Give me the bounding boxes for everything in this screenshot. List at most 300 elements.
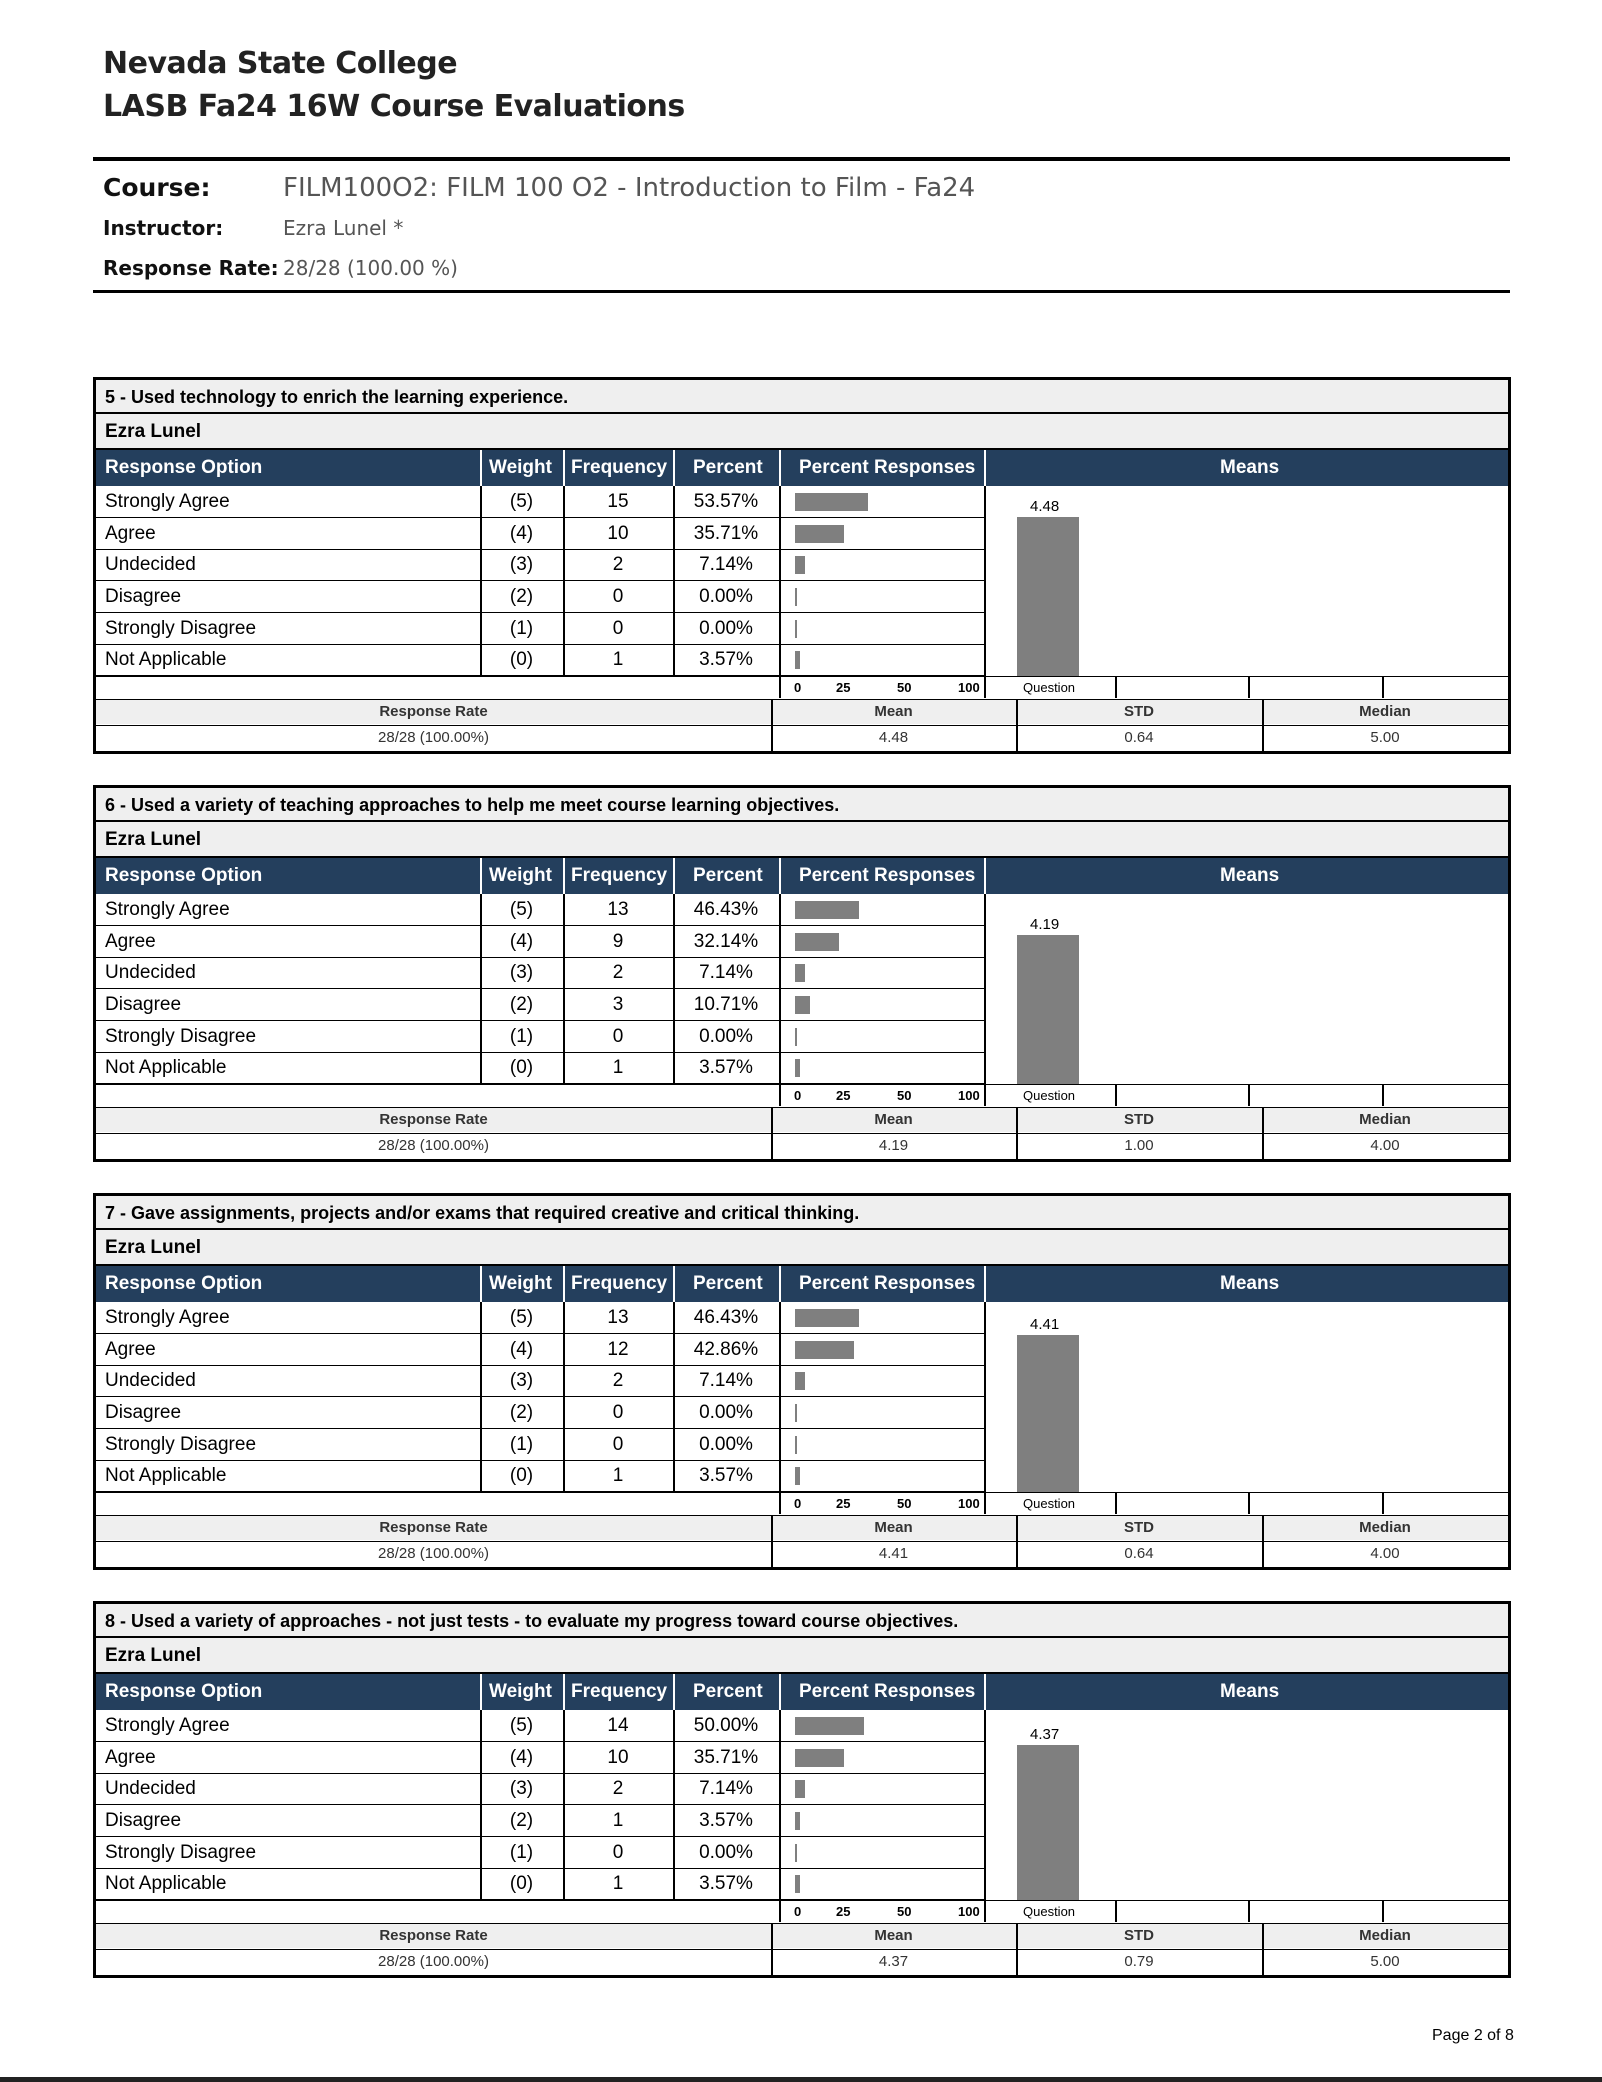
grid-line	[1115, 1085, 1117, 1106]
summary-median-header: Median	[1359, 1927, 1411, 1944]
response-option: Strongly Disagree	[105, 618, 257, 639]
response-percent: 0.00%	[699, 618, 753, 639]
header-divider	[779, 858, 781, 894]
bottom-rule	[0, 2077, 1602, 2082]
header-divider	[563, 450, 565, 486]
response-frequency: 0	[612, 1434, 624, 1455]
grid-line	[1382, 677, 1384, 698]
grid-line	[480, 894, 482, 1084]
response-row	[96, 518, 984, 550]
response-percent: 7.14%	[699, 962, 753, 983]
summary-response-rate-header: Response Rate	[379, 1927, 488, 1944]
question-instructor: Ezra Lunel	[96, 822, 1508, 858]
axis-tick-label: 100	[958, 1088, 980, 1103]
grid-line	[1262, 1516, 1264, 1567]
response-weight: (2)	[509, 586, 534, 607]
header-divider	[984, 1266, 986, 1302]
summary-median-header: Median	[1359, 1111, 1411, 1128]
grid-line	[984, 1901, 986, 1922]
response-percent: 35.71%	[693, 1747, 759, 1768]
col-frequency-header: Frequency	[571, 457, 668, 478]
grid-line	[563, 486, 565, 676]
grid-line	[984, 486, 986, 676]
axis-tick-label: 50	[897, 680, 912, 695]
response-row	[96, 644, 984, 676]
response-frequency: 0	[612, 586, 624, 607]
grid-line	[984, 1302, 986, 1492]
col-means-header: Means	[1220, 457, 1280, 478]
grid-line	[771, 1516, 773, 1567]
instructor-label: Instructor:	[103, 216, 224, 240]
response-row	[96, 581, 984, 613]
summary-mean-header: Mean	[874, 1519, 913, 1536]
summary-std: 0.79	[1124, 1953, 1154, 1970]
grid-line	[984, 1710, 986, 1900]
response-option: Disagree	[105, 586, 182, 607]
grid-line	[1016, 1924, 1018, 1975]
summary-header-row	[96, 700, 1508, 724]
grid-line	[480, 1302, 482, 1492]
response-option: Not Applicable	[105, 1057, 227, 1078]
grid-line	[1016, 1108, 1018, 1159]
response-weight: (4)	[509, 931, 534, 952]
summary-mean-header: Mean	[874, 1111, 913, 1128]
question-block	[93, 1193, 1511, 1570]
response-frequency: 14	[607, 1715, 629, 1736]
summary-std: 0.64	[1124, 1545, 1154, 1562]
table-header-row	[96, 1266, 1508, 1302]
response-option: Undecided	[105, 1370, 196, 1391]
grid-line	[563, 894, 565, 1084]
question-instructor: Ezra Lunel	[96, 414, 1508, 450]
response-weight: (0)	[509, 1057, 534, 1078]
response-weight: (1)	[509, 1842, 534, 1863]
header-divider	[984, 1674, 986, 1710]
summary-std-header: STD	[1124, 1111, 1154, 1128]
summary-median: 5.00	[1370, 729, 1400, 746]
response-rows	[96, 486, 1508, 676]
response-option: Strongly Agree	[105, 1715, 230, 1736]
response-percent: 0.00%	[699, 586, 753, 607]
response-weight: (4)	[509, 523, 534, 544]
percent-response-bar	[795, 1780, 805, 1798]
summary-median-header: Median	[1359, 703, 1411, 720]
means-axis-label: Question	[1023, 680, 1076, 695]
header-divider	[480, 1674, 482, 1710]
header-divider	[563, 1674, 565, 1710]
header-divider	[673, 1266, 675, 1302]
grid-line	[779, 1302, 781, 1492]
response-weight: (3)	[509, 1778, 534, 1799]
response-option: Not Applicable	[105, 1465, 227, 1486]
col-percent-responses-header: Percent Responses	[799, 457, 976, 478]
col-percent-responses-header: Percent Responses	[799, 865, 976, 886]
percent-response-bar	[795, 1436, 797, 1454]
response-weight: (0)	[509, 1465, 534, 1486]
col-response-option-header: Response Option	[105, 865, 263, 886]
response-frequency: 0	[612, 1402, 624, 1423]
axis-tick-label: 25	[836, 1088, 851, 1103]
response-rows	[96, 1710, 1508, 1900]
instructor-value: Ezra Lunel *	[283, 216, 404, 240]
response-percent: 7.14%	[699, 1778, 753, 1799]
response-row	[96, 613, 984, 645]
axis-tick-label: 0	[794, 1088, 802, 1103]
response-option: Undecided	[105, 962, 196, 983]
mean-bar-label: 4.19	[1030, 916, 1060, 934]
response-row	[96, 1773, 984, 1805]
grid-line	[779, 894, 781, 1084]
response-weight: (3)	[509, 554, 534, 575]
report-header	[103, 42, 685, 128]
table-header-row	[96, 450, 1508, 486]
response-option: Disagree	[105, 994, 182, 1015]
col-weight-header: Weight	[489, 457, 552, 478]
col-means-header: Means	[1220, 865, 1280, 886]
response-percent: 7.14%	[699, 554, 753, 575]
question-instructor: Ezra Lunel	[96, 1230, 1508, 1266]
summary-std: 0.64	[1124, 729, 1154, 746]
course-info-block	[93, 157, 1510, 293]
response-weight: (5)	[509, 1715, 534, 1736]
response-row	[96, 1837, 984, 1869]
grid-line	[1382, 1085, 1384, 1106]
response-row	[96, 1052, 984, 1084]
summary-std-header: STD	[1124, 1519, 1154, 1536]
mean-bar-label: 4.48	[1030, 497, 1060, 515]
grid-line	[1115, 677, 1117, 698]
grid-line	[779, 1710, 781, 1900]
response-weight: (5)	[509, 1307, 534, 1328]
response-row	[96, 926, 984, 958]
axis-tick-label: 100	[958, 1496, 980, 1511]
question-block	[93, 1601, 1511, 1978]
response-weight: (2)	[509, 1402, 534, 1423]
response-weight: (2)	[509, 994, 534, 1015]
summary-values-row	[96, 1949, 1508, 1973]
axis-tick-label: 25	[836, 680, 851, 695]
response-percent: 0.00%	[699, 1026, 753, 1047]
col-percent-header: Percent	[693, 457, 763, 478]
grid-line	[779, 486, 781, 676]
response-option: Strongly Agree	[105, 491, 230, 512]
summary-values-row	[96, 725, 1508, 749]
col-response-option-header: Response Option	[105, 1681, 263, 1702]
response-weight: (5)	[509, 491, 534, 512]
grid-line	[563, 1302, 565, 1492]
grid-line	[673, 486, 675, 676]
response-percent: 32.14%	[693, 931, 759, 952]
means-axis-label: Question	[1023, 1904, 1076, 1919]
response-frequency: 2	[612, 962, 624, 983]
percent-response-bar	[795, 964, 805, 982]
header-divider	[563, 858, 565, 894]
col-percent-responses-header: Percent Responses	[799, 1681, 976, 1702]
percent-response-bar	[795, 933, 839, 951]
response-frequency: 2	[612, 554, 624, 575]
mean-bar	[1017, 1335, 1079, 1492]
response-row	[96, 1429, 984, 1461]
grid-line	[673, 1302, 675, 1492]
response-option: Disagree	[105, 1402, 182, 1423]
response-percent: 42.86%	[693, 1339, 759, 1360]
response-percent: 0.00%	[699, 1434, 753, 1455]
response-option: Undecided	[105, 554, 196, 575]
header-divider	[673, 1674, 675, 1710]
summary-mean-header: Mean	[874, 703, 913, 720]
grid-line	[771, 1108, 773, 1159]
response-rate-row	[103, 256, 458, 280]
summary-std: 1.00	[1124, 1137, 1154, 1154]
summary-mean: 4.48	[878, 729, 909, 746]
question-title: 8 - Used a variety of approaches - not just tests - to evaluate my progress toward course objectives.	[96, 1604, 1508, 1638]
percent-response-bar	[795, 620, 797, 638]
col-percent-responses-header: Percent Responses	[799, 1273, 976, 1294]
question-title: 6 - Used a variety of teaching approaches to help me meet course learning objectives.	[96, 788, 1508, 822]
header-divider	[984, 858, 986, 894]
response-percent: 10.71%	[693, 994, 759, 1015]
grid-line	[984, 1085, 986, 1106]
course-label: Course:	[103, 173, 211, 202]
response-row	[96, 1021, 984, 1053]
report-title: LASB Fa24 16W Course Evaluations	[103, 89, 685, 124]
col-response-option-header: Response Option	[105, 1273, 263, 1294]
header-divider	[480, 450, 482, 486]
axis-tick-label: 25	[836, 1904, 851, 1919]
response-row	[96, 957, 984, 989]
percent-response-bar	[795, 651, 800, 669]
response-frequency: 13	[607, 1307, 629, 1328]
response-option: Not Applicable	[105, 1873, 227, 1894]
question-block	[93, 377, 1511, 754]
response-row	[96, 1397, 984, 1429]
header-divider	[779, 1674, 781, 1710]
response-row	[96, 1460, 984, 1492]
response-weight: (2)	[509, 1810, 534, 1831]
institution-name: Nevada State College	[103, 46, 458, 81]
header-divider	[673, 858, 675, 894]
grid-line	[1016, 1516, 1018, 1567]
summary-median: 5.00	[1370, 1953, 1400, 1970]
summary-values-row	[96, 1541, 1508, 1565]
mean-bar-label: 4.37	[1030, 1725, 1060, 1743]
header-divider	[673, 450, 675, 486]
summary-header-row	[96, 1516, 1508, 1540]
response-percent: 0.00%	[699, 1402, 753, 1423]
col-percent-header: Percent	[693, 1273, 763, 1294]
percent-response-bar	[795, 1875, 800, 1893]
response-weight: (5)	[509, 899, 534, 920]
grid-line	[563, 1710, 565, 1900]
summary-response-rate: 28/28 (100.00%)	[378, 729, 489, 746]
col-response-option-header: Response Option	[105, 457, 263, 478]
response-frequency: 1	[612, 649, 624, 670]
response-frequency: 1	[612, 1873, 624, 1894]
axis-tick-label: 0	[794, 1496, 802, 1511]
response-weight: (3)	[509, 1370, 534, 1391]
percent-response-bar	[795, 588, 797, 606]
percent-response-bar	[795, 901, 859, 919]
response-percent: 35.71%	[693, 523, 759, 544]
mean-bar	[1017, 517, 1079, 676]
response-percent: 46.43%	[693, 1307, 759, 1328]
response-frequency: 9	[612, 931, 624, 952]
axis-row	[96, 1900, 1508, 1924]
summary-mean-header: Mean	[874, 1927, 913, 1944]
grid-line	[779, 1901, 781, 1922]
response-option: Disagree	[105, 1810, 182, 1831]
grid-line	[673, 1710, 675, 1900]
percent-response-bar	[795, 493, 868, 511]
response-weight: (1)	[509, 618, 534, 639]
question-instructor: Ezra Lunel	[96, 1638, 1508, 1674]
response-percent: 3.57%	[699, 1810, 753, 1831]
percent-response-bar	[795, 996, 810, 1014]
response-rate-value: 28/28 (100.00 %)	[283, 256, 458, 280]
percent-response-bar	[795, 525, 844, 543]
axis-tick-label: 25	[836, 1496, 851, 1511]
grid-line	[984, 677, 986, 698]
header-divider	[984, 450, 986, 486]
header-divider	[480, 1266, 482, 1302]
grid-line	[1248, 677, 1250, 698]
axis-row	[96, 676, 1508, 700]
course-value: FILM100O2: FILM 100 O2 - Introduction to Film - Fa24	[283, 173, 976, 203]
response-percent: 46.43%	[693, 899, 759, 920]
response-frequency: 2	[612, 1778, 624, 1799]
grid-line	[480, 486, 482, 676]
response-option: Strongly Disagree	[105, 1842, 257, 1863]
response-weight: (4)	[509, 1747, 534, 1768]
response-option: Strongly Disagree	[105, 1026, 257, 1047]
grid-line	[779, 1085, 781, 1106]
grid-line	[1016, 700, 1018, 751]
table-header-row	[96, 1674, 1508, 1710]
response-option: Strongly Agree	[105, 1307, 230, 1328]
response-percent: 3.57%	[699, 1057, 753, 1078]
grid-line	[779, 1493, 781, 1514]
summary-median: 4.00	[1370, 1137, 1400, 1154]
percent-response-bar	[795, 1812, 800, 1830]
header-divider	[563, 1266, 565, 1302]
question-title: 7 - Gave assignments, projects and/or exams that required creative and critical thinking.	[96, 1196, 1508, 1230]
axis-row	[96, 1492, 1508, 1516]
axis-tick-label: 0	[794, 1904, 802, 1919]
header-divider	[779, 450, 781, 486]
response-frequency: 10	[607, 1747, 629, 1768]
summary-median: 4.00	[1370, 1545, 1400, 1562]
col-percent-header: Percent	[693, 865, 763, 886]
summary-values-row	[96, 1133, 1508, 1157]
percent-response-bar	[795, 1717, 864, 1735]
response-row	[96, 549, 984, 581]
means-axis-label: Question	[1023, 1496, 1076, 1511]
percent-response-bar	[795, 1404, 797, 1422]
response-weight: (4)	[509, 1339, 534, 1360]
summary-mean: 4.37	[878, 1953, 909, 1970]
percent-response-bar	[795, 1341, 854, 1359]
axis-tick-label: 50	[897, 1904, 912, 1919]
response-row	[96, 1868, 984, 1900]
grid-line	[1382, 1493, 1384, 1514]
response-percent: 53.57%	[693, 491, 759, 512]
course-row	[103, 173, 975, 203]
axis-row	[96, 1084, 1508, 1108]
question-block	[93, 785, 1511, 1162]
summary-header-row	[96, 1924, 1508, 1948]
axis-tick-label: 100	[958, 680, 980, 695]
header-divider	[779, 1266, 781, 1302]
summary-response-rate: 28/28 (100.00%)	[378, 1953, 489, 1970]
response-rate-label: Response Rate:	[103, 256, 279, 280]
axis-tick-label: 100	[958, 1904, 980, 1919]
response-row	[96, 1742, 984, 1774]
response-option: Agree	[105, 1339, 156, 1360]
response-option: Agree	[105, 1747, 156, 1768]
header-divider	[480, 858, 482, 894]
mean-bar-label: 4.41	[1030, 1316, 1060, 1334]
grid-line	[673, 894, 675, 1084]
grid-line	[1248, 1085, 1250, 1106]
percent-response-bar	[795, 1749, 844, 1767]
percent-response-bar	[795, 1309, 859, 1327]
grid-line	[1262, 700, 1264, 751]
axis-tick-label: 0	[794, 680, 802, 695]
summary-response-rate-header: Response Rate	[379, 1111, 488, 1128]
grid-line	[1115, 1901, 1117, 1922]
response-percent: 50.00%	[693, 1715, 759, 1736]
response-frequency: 15	[607, 491, 629, 512]
summary-median-header: Median	[1359, 1519, 1411, 1536]
response-frequency: 13	[607, 899, 629, 920]
response-weight: (0)	[509, 1873, 534, 1894]
response-weight: (1)	[509, 1026, 534, 1047]
grid-line	[771, 700, 773, 751]
grid-line	[984, 894, 986, 1084]
response-percent: 3.57%	[699, 1873, 753, 1894]
grid-line	[1262, 1924, 1264, 1975]
grid-line	[1248, 1901, 1250, 1922]
response-rows	[96, 1302, 1508, 1492]
summary-header-row	[96, 1108, 1508, 1132]
response-frequency: 12	[607, 1339, 629, 1360]
response-option: Undecided	[105, 1778, 196, 1799]
response-option: Strongly Agree	[105, 899, 230, 920]
col-weight-header: Weight	[489, 1273, 552, 1294]
grid-line	[480, 1710, 482, 1900]
col-percent-header: Percent	[693, 1681, 763, 1702]
mean-bar	[1017, 935, 1079, 1084]
response-percent: 7.14%	[699, 1370, 753, 1391]
response-frequency: 1	[612, 1810, 624, 1831]
response-rows	[96, 894, 1508, 1084]
summary-std-header: STD	[1124, 1927, 1154, 1944]
means-axis-label: Question	[1023, 1088, 1076, 1103]
instructor-row	[103, 216, 403, 240]
mean-bar	[1017, 1745, 1079, 1900]
grid-line	[1248, 1493, 1250, 1514]
grid-line	[779, 677, 781, 698]
grid-line	[1115, 1493, 1117, 1514]
response-row	[96, 1365, 984, 1397]
response-option: Agree	[105, 523, 156, 544]
summary-std-header: STD	[1124, 703, 1154, 720]
response-option: Not Applicable	[105, 649, 227, 670]
col-means-header: Means	[1220, 1273, 1280, 1294]
response-frequency: 3	[612, 994, 624, 1015]
page-number: Page 2 of 8	[1432, 2027, 1514, 2044]
percent-response-bar	[795, 1372, 805, 1390]
